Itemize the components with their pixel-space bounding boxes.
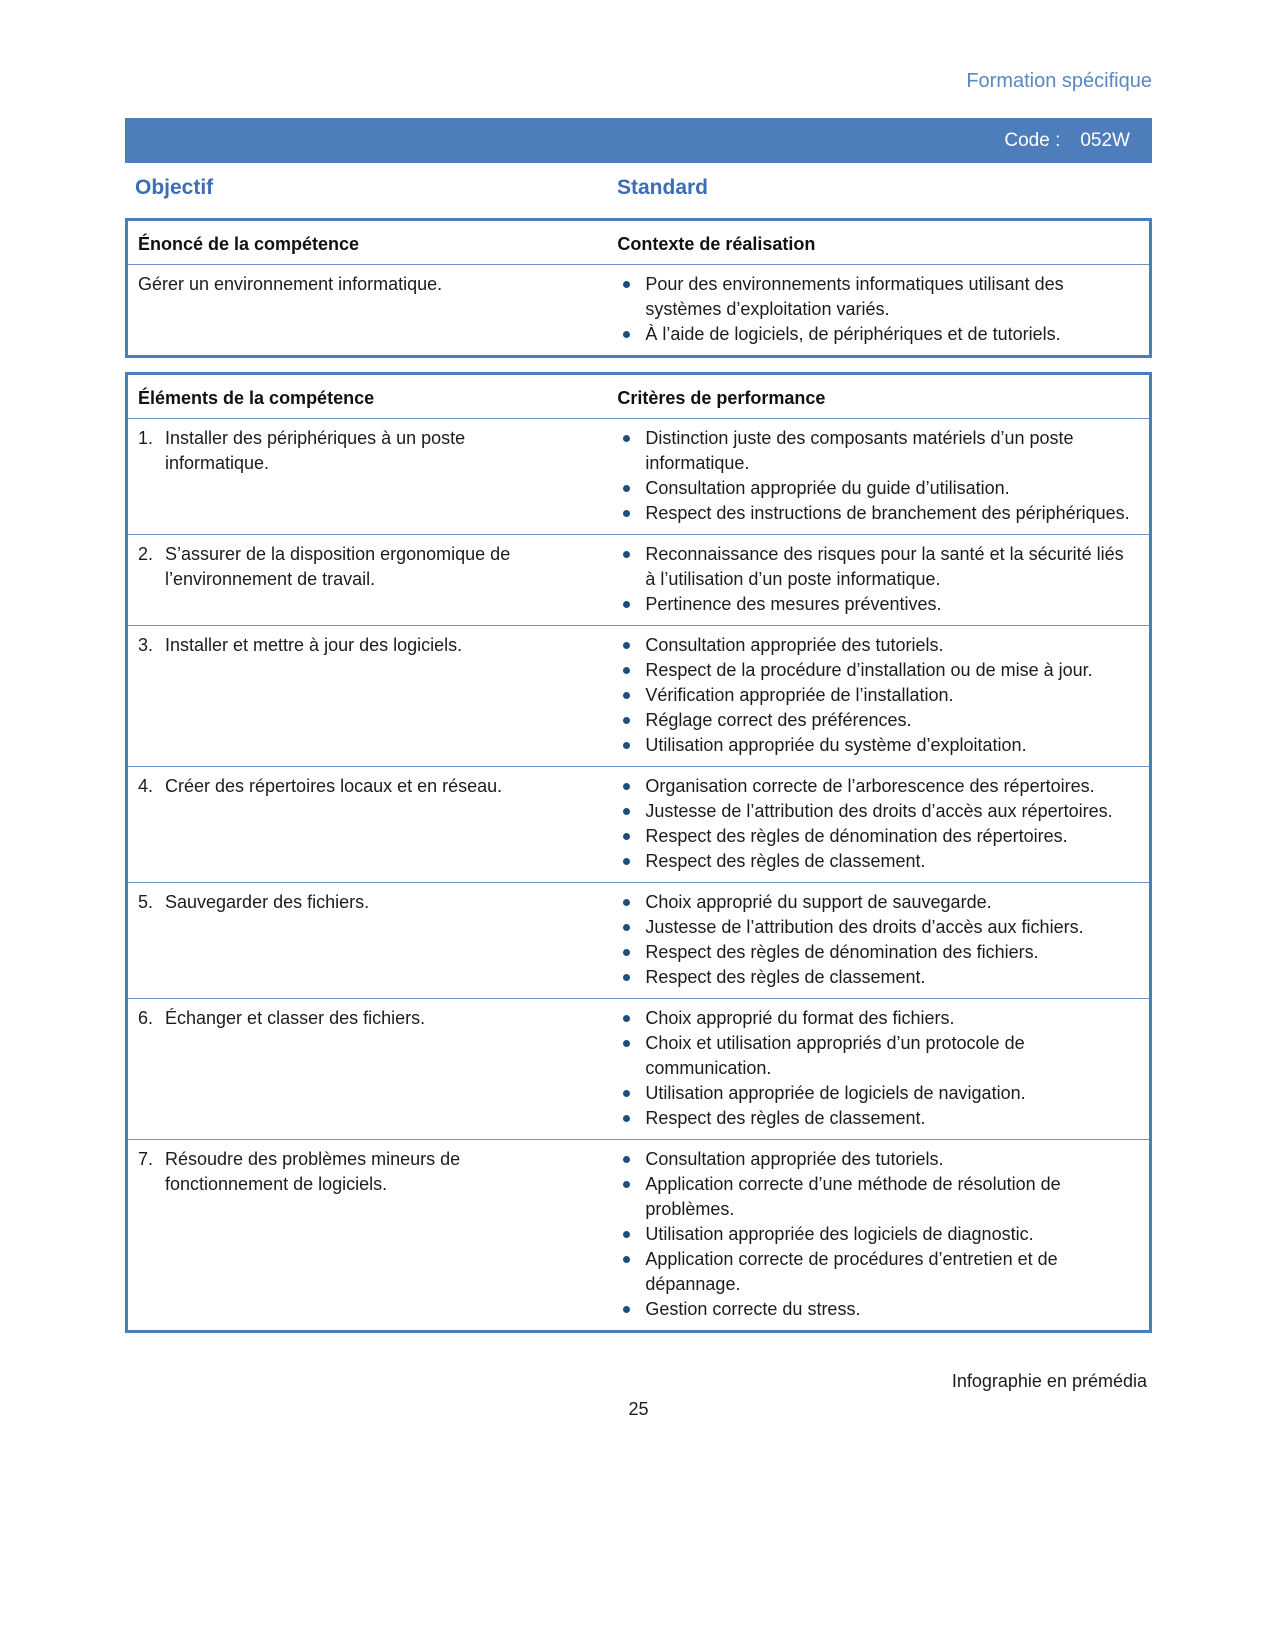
criterion-item: Respect des règles de classement. (617, 849, 1134, 874)
criterion-item: Choix approprié du support de sauvegarde. (617, 890, 1134, 915)
criteria-list (617, 633, 1134, 758)
criterion-item: Respect des règles de classement. (617, 965, 1134, 990)
table-row (128, 625, 1149, 766)
table-row (128, 418, 1149, 534)
criteria-list (617, 774, 1134, 874)
table-header-row (128, 375, 1149, 418)
element-statement (138, 1147, 545, 1197)
element-statement (138, 426, 545, 476)
criterion-item: Gestion correcte du stress. (617, 1297, 1134, 1322)
code-bar (125, 118, 1152, 163)
table-row (128, 1139, 1149, 1330)
element-statement (138, 774, 545, 799)
element-text: Échanger et classer des fichiers. (165, 1008, 426, 1028)
criterion-item: Application correcte d’une méthode de résolution de problèmes. (617, 1172, 1134, 1222)
criterion-item: Application correcte de procédures d’entretien et de dépannage. (617, 1247, 1134, 1297)
criterion-item: Pertinence des mesures préventives. (617, 592, 1134, 617)
row-number: 4. (138, 776, 154, 796)
element-text: Sauvegarder des fichiers. (165, 892, 370, 912)
row-number: 5. (138, 892, 154, 912)
page-number: 25 (628, 1399, 649, 1419)
criterion-item: Vérification appropriée de l’installation. (617, 683, 1134, 708)
section-label: Formation spécifique (966, 70, 1152, 92)
criterion-item: Reconnaissance des risques pour la santé et la sécurité liés à l’utilisation d’un poste informatique. (617, 542, 1134, 592)
criterion-item: Organisation correcte de l’arborescence des répertoires. (617, 774, 1134, 799)
criterion-item: Consultation appropriée du guide d’utilisation. (617, 476, 1134, 501)
criterion-item: Respect des règles de dénomination des fichiers. (617, 940, 1134, 965)
table-row (128, 998, 1149, 1139)
element-text: Installer et mettre à jour des logiciels. (165, 635, 463, 655)
element-text: Résoudre des problèmes mineurs de fonctionnement de logiciels. (165, 1149, 461, 1194)
criteria-list (617, 542, 1134, 617)
table-row (128, 766, 1149, 882)
criterion-item: Justesse de l’attribution des droits d’accès aux répertoires. (617, 799, 1134, 824)
context-list (617, 272, 1134, 347)
table-header-right: Contexte de réalisation (617, 234, 816, 254)
standard-heading: Standard (617, 176, 709, 199)
context-item: Pour des environnements informatiques utilisant des systèmes d’exploitation variés. (617, 272, 1134, 322)
code-label: Code : (1004, 129, 1061, 151)
table-header-right: Critères de performance (617, 388, 826, 408)
code-value: 052W (1080, 129, 1130, 151)
element-statement (138, 633, 545, 658)
criterion-item: Consultation appropriée des tutoriels. (617, 1147, 1134, 1172)
criterion-item: Choix approprié du format des fichiers. (617, 1006, 1134, 1031)
criterion-item: Consultation appropriée des tutoriels. (617, 633, 1134, 658)
footer-program: Infographie en prémédia (951, 1371, 1147, 1391)
table-row (128, 534, 1149, 625)
row-number: 6. (138, 1008, 154, 1028)
criteria-list (617, 890, 1134, 990)
objectif-heading: Objectif (135, 176, 214, 199)
criterion-item: Choix et utilisation appropriés d’un protocole de communication. (617, 1031, 1134, 1081)
element-text: Installer des périphériques à un poste informatique. (165, 428, 466, 473)
row-number: 2. (138, 544, 154, 564)
criterion-item: Utilisation appropriée des logiciels de diagnostic. (617, 1222, 1134, 1247)
criteria-list (617, 1147, 1134, 1322)
criterion-item: Respect des règles de classement. (617, 1106, 1134, 1131)
table-header-row (128, 221, 1149, 264)
table-header-left: Éléments de la compétence (138, 388, 375, 408)
table-row (128, 264, 1149, 355)
elements-table (125, 372, 1152, 1333)
context-item: À l’aide de logiciels, de périphériques et de tutoriels. (617, 322, 1134, 347)
competence-statement: Gérer un environnement informatique. (138, 274, 443, 294)
row-number: 1. (138, 428, 154, 448)
element-statement (138, 1006, 545, 1031)
criterion-item: Respect des règles de dénomination des répertoires. (617, 824, 1134, 849)
criterion-item: Utilisation appropriée de logiciels de navigation. (617, 1081, 1134, 1106)
row-number: 3. (138, 635, 154, 655)
criterion-item: Justesse de l’attribution des droits d’accès aux fichiers. (617, 915, 1134, 940)
criterion-item: Utilisation appropriée du système d’exploitation. (617, 733, 1134, 758)
criterion-item: Réglage correct des préférences. (617, 708, 1134, 733)
criteria-list (617, 1006, 1134, 1131)
element-statement (138, 890, 545, 915)
main-content (125, 218, 1152, 1421)
table-row (128, 882, 1149, 998)
element-text: Créer des répertoires locaux et en réseau. (165, 776, 503, 796)
competence-table (125, 218, 1152, 358)
row-number: 7. (138, 1149, 154, 1169)
element-text: S’assurer de la disposition ergonomique de l’environnement de travail. (165, 544, 511, 589)
criterion-item: Respect des instructions de branchement des périphériques. (617, 501, 1134, 526)
criterion-item: Distinction juste des composants matériels d’un poste informatique. (617, 426, 1134, 476)
column-headings (125, 176, 1152, 210)
element-statement (138, 542, 545, 592)
criteria-list (617, 426, 1134, 526)
criterion-item: Respect de la procédure d’installation ou de mise à jour. (617, 658, 1134, 683)
table-header-left: Énoncé de la compétence (138, 234, 360, 254)
